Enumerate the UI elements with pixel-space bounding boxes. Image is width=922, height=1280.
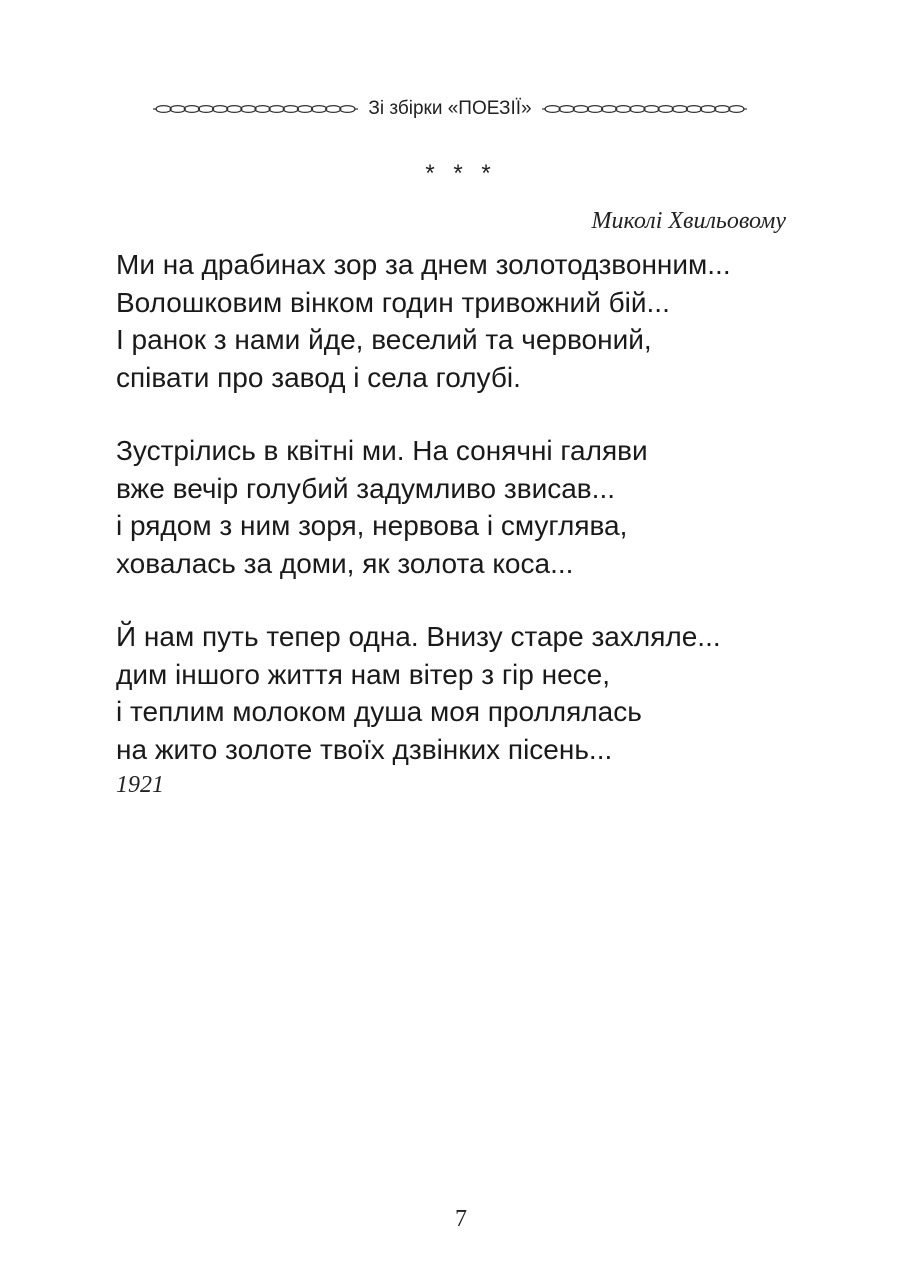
chain-ornament-left-icon [153, 102, 358, 116]
chain-link [545, 106, 560, 113]
chain-link [340, 106, 355, 113]
chain-link [326, 106, 341, 113]
chain-link [601, 106, 616, 113]
running-header-title: Зі збірки «ПОЕЗІЇ» [368, 98, 532, 119]
poem-line: на жито золоте твоїх дзвінких пісень... [116, 733, 613, 765]
poem-body [116, 246, 806, 804]
poem-line: Ми на драбинах зор за днем золотодзвонним... [116, 249, 731, 280]
stanza-2 [116, 432, 806, 582]
poem-line: ховалась за доми, як золота коса... [116, 547, 574, 579]
chain-link [199, 106, 214, 113]
page-number: 7 [455, 1206, 467, 1232]
chain-link [700, 106, 715, 113]
poem-date: 1921 [116, 772, 164, 798]
poem-line: Й нам путь тепер одна. Внизу старе захляле... [116, 621, 721, 652]
stanza-3 [116, 618, 806, 768]
chain-link [658, 106, 673, 113]
chain-link [587, 106, 602, 113]
stanza-1 [116, 246, 806, 396]
running-header [130, 94, 770, 124]
poem-separator: * * * [425, 160, 497, 187]
chain-link [672, 106, 687, 113]
poem-line: і теплим молоком душа моя проллялась [116, 696, 642, 727]
chain-link [185, 106, 200, 113]
poem-line: співати про завод і села голубі. [116, 361, 521, 393]
chain-link [156, 106, 171, 113]
poem-line: дим іншого життя нам вітер з гір несе, [116, 658, 611, 690]
chain-link [255, 106, 270, 113]
chain-link [284, 106, 299, 113]
chain-link [213, 106, 228, 113]
chain-link [686, 106, 701, 113]
chain-link [312, 106, 327, 113]
chain-ornament-right-icon [542, 102, 747, 116]
chain-link [270, 106, 285, 113]
poem-line: і рядом з ним зоря, нервова і смуглява, [116, 510, 628, 541]
chain-link [629, 106, 644, 113]
chain-link [241, 106, 256, 113]
poem-line: І ранок з нами йде, веселий та червоний, [116, 324, 652, 355]
poem-line: вже вечір голубий задумливо звисав... [116, 472, 616, 504]
chain-link [644, 106, 659, 113]
chain-link [227, 106, 242, 113]
chain-link [298, 106, 313, 113]
chain-link [615, 106, 630, 113]
chain-link [714, 106, 729, 113]
chain-link [728, 106, 743, 113]
poem-line: Волошковим вінком годин тривожний бій... [116, 286, 670, 318]
chain-link [171, 106, 186, 113]
chain-link [559, 106, 574, 113]
poem-dedication: Миколі Хвильовому [591, 208, 786, 234]
chain-link [573, 106, 588, 113]
poem-line: Зустрілись в квітні ми. На сонячні галяви [116, 435, 648, 466]
